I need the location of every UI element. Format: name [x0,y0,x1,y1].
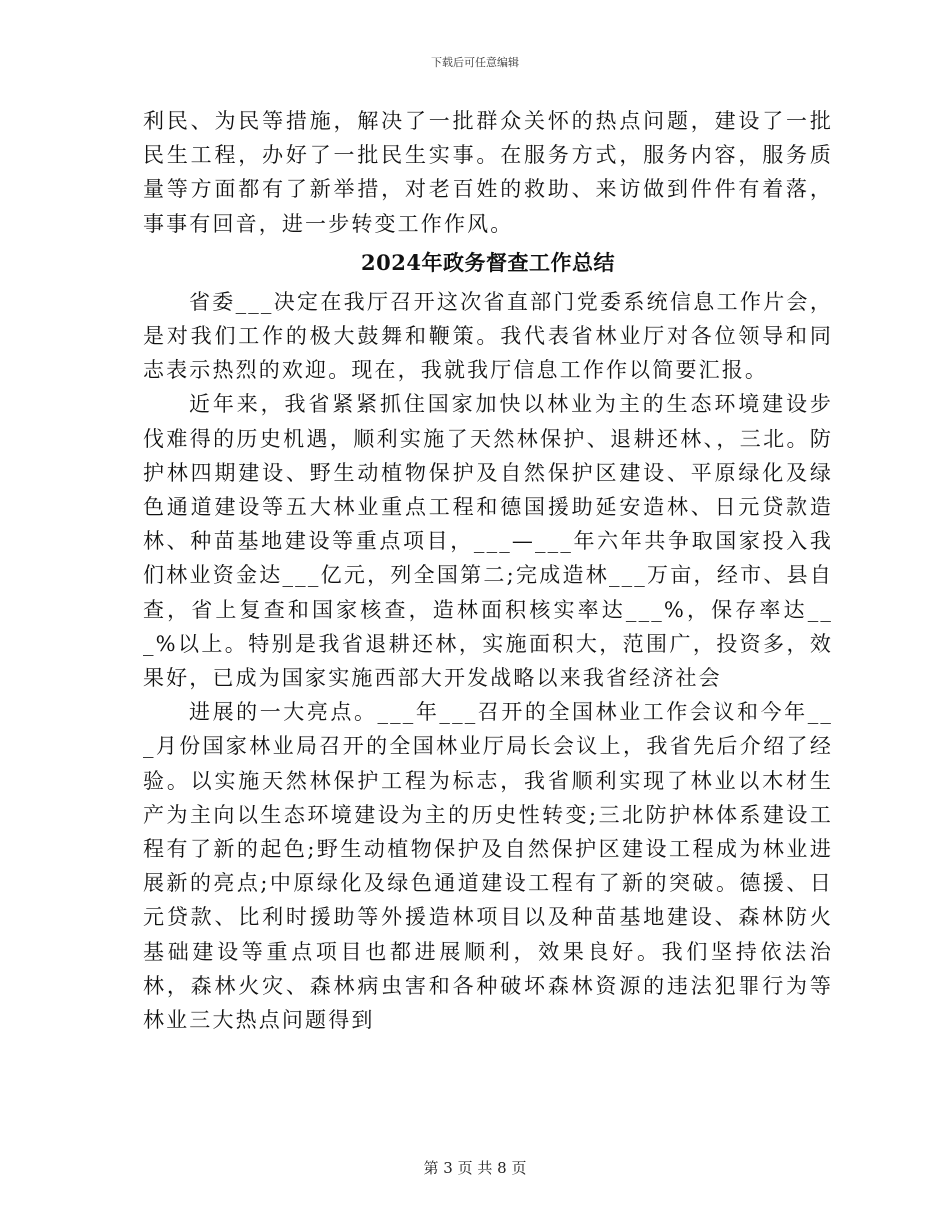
page-header-note: 下载后可任意编辑 [431,56,519,69]
page-number: 第 3 页 共 8 页 [423,1159,527,1177]
continued-paragraph: 利民、为民等措施，解决了一批群众关怀的热点问题，建设了一批民生工程，办好了一批民生实事。在服务方式，服务内容，服务质量等方面都有了新举措，对老百姓的救助、来访做到件件有着落，事事有回音，进一步转变工作作风。 [143,109,833,236]
body-paragraph-3: 进展的一大亮点。___年___召开的全国林业工作会议和今年___月份国家林业局召开的全国林业厅局长会议上，我省先后介绍了经验。以实施天然林保护工程为标志，我省顺利实现了林业以木材生产为主向以生态环境建设为主的历史性转变;三北防护林体系建设工程有了新的起色;野生动植物保护及自然保护区建设工程成为林业进展新的亮点;中原绿化及绿色通道建设工程有了新的突破。德援、日元贷款、比利时援助等外援造林项目以及种苗基地建设、森林防火基础建设等重点项目也都进展顺利，效果良好。我们坚持依法治林，森林火灾、森林病虫害和各种破坏森林资源的违法犯罪行为等林业三大热点问题得到 [143,700,833,1033]
body-paragraph-2: 近年来，我省紧紧抓住国家加快以林业为主的生态环境建设步伐难得的历史机遇，顺利实施了天然林保护、退耕还林、，三北。防护林四期建设、野生动植物保护及自然保护区建设、平原绿化及绿色通道建设等五大林业重点工程和德国援助延安造林、日元贷款造林、种苗基地建设等重点项目，___—___年六年共争取国家投入我们林业资金达___亿元，列全国第二;完成造林___万亩，经市、县自查，省上复查和国家核查，造林面积核实率达___%，保存率达___%以上。特别是我省退耕还林，实施面积大，范围广，投资多，效果好，已成为国家实施西部大开发战略以来我省经济社会 [143,392,833,691]
document-title: 2024年政务督查工作总结 [361,249,615,275]
body-paragraph-1: 省委___决定在我厅召开这次省直部门党委系统信息工作片会，是对我们工作的极大鼓舞和鞭策。我代表省林业厅对各位领导和同志表示热烈的欢迎。现在，我就我厅信息工作作以简要汇报。 [143,289,833,383]
document-body [143,104,833,1037]
